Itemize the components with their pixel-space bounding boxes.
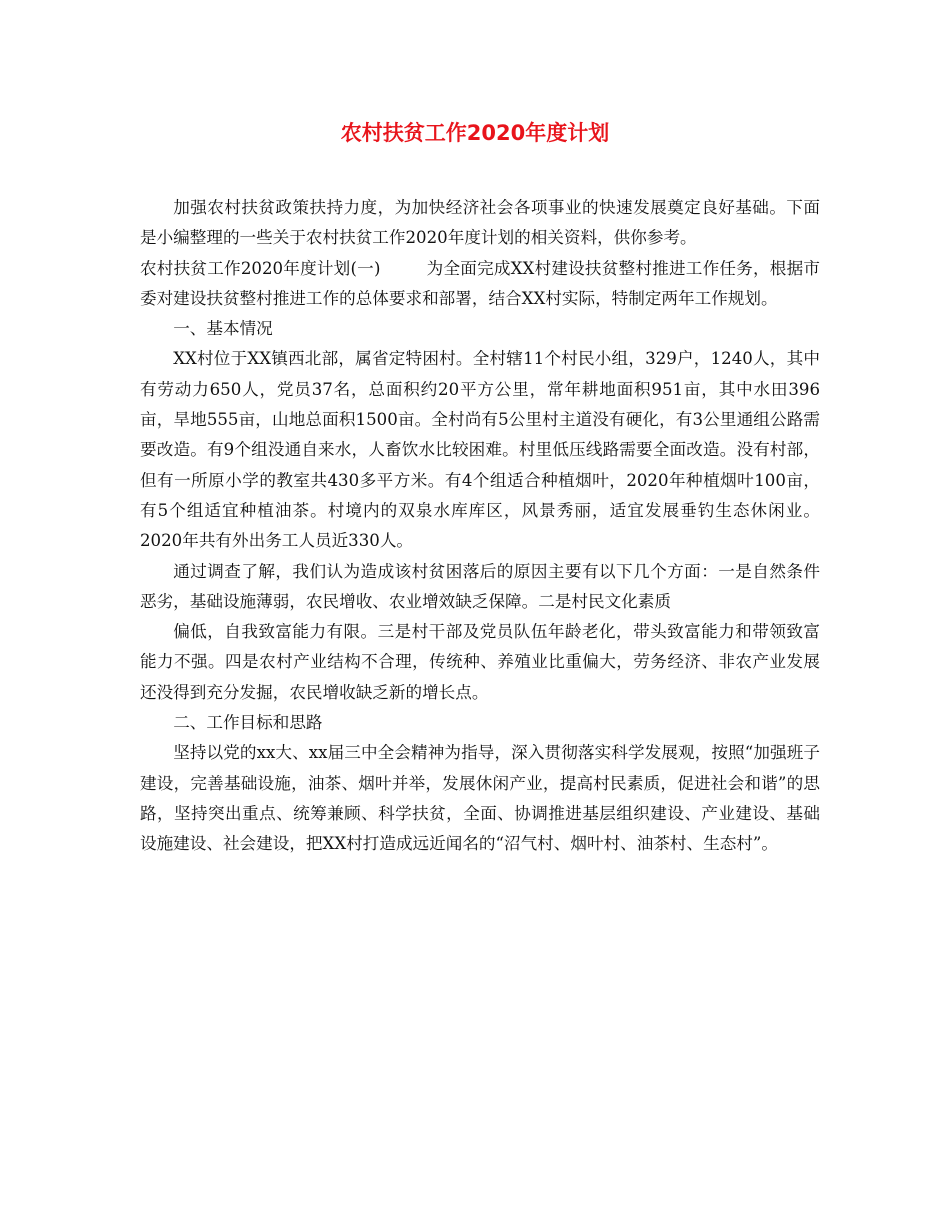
intro-paragraph: 加强农村扶贫政策扶持力度，为加快经济社会各项事业的快速发展奠定良好基础。下面是小编整理的一些关于农村扶贫工作2020年度计划的相关资料，供你参考。	[140, 198, 820, 248]
document-title: 农村扶贫工作2020年度计划	[340, 121, 610, 145]
document-body	[140, 193, 820, 860]
basic-info-paragraph: XX村位于XX镇西北部，属省定特困村。全村辖11个村民小组，329户，1240人，其中有劳动力650人，党员37名，总面积约20平方公里，常年耕地面积951亩，其中水田396亩，旱地555亩，山地总面积1500亩。全村尚有5公里村主道没有硬化，有3公里通组公路需要改造。有9个组没通自来水，人畜饮水比较困难。村里低压线路需要全面改造。没有村部，但有一所原小学的教室共430多平方米。有4个组适合种植烟叶，2020年种植烟叶100亩，有5个组适宜种植油茶。村境内的双泉水库库区，风景秀丽，适宜发展垂钓生态休闲业。2020年共有外出务工人员近330人。	[140, 349, 820, 551]
section-heading: 农村扶贫工作2020年度计划(一)	[140, 258, 381, 278]
heading-goals: 二、工作目标和思路	[173, 713, 323, 733]
goals-paragraph: 坚持以党的xx大、xx届三中全会精神为指导，深入贯彻落实科学发展观，按照“加强班子建设，完善基础设施，油茶、烟叶并举，发展休闲产业，提高村民素质，促进社会和谐”的思路，坚持突出重点、统筹兼顾、科学扶贫，全面、协调推进基层组织建设、产业建设、基础设施建设、社会建设，把XX村打造成远近闻名的“沼气村、烟叶村、油茶村、生态村”。	[140, 743, 820, 854]
section-lead-text: 为全面完成XX村建设扶贫整村推进工作任务，根据市委对建设扶贫整村推进工作的总体要求和部署，结合XX村实际，特制定两年工作规划。	[140, 258, 820, 308]
cause-paragraph-part-2: 偏低，自我致富能力有限。三是村干部及党员队伍年龄老化，带头致富能力和带领致富能力不强。四是农村产业结构不合理，传统种、养殖业比重偏大，劳务经济、非农产业发展还没得到充分发掘，农民增收缺乏新的增长点。	[140, 622, 820, 702]
section-one-paragraph	[140, 254, 820, 315]
cause-paragraph-part-1: 通过调查了解，我们认为造成该村贫困落后的原因主要有以下几个方面：一是自然条件恶劣，基础设施薄弱，农民增收、农业增效缺乏保障。二是村民文化素质	[140, 561, 820, 611]
heading-basic-info: 一、基本情况	[173, 319, 273, 339]
